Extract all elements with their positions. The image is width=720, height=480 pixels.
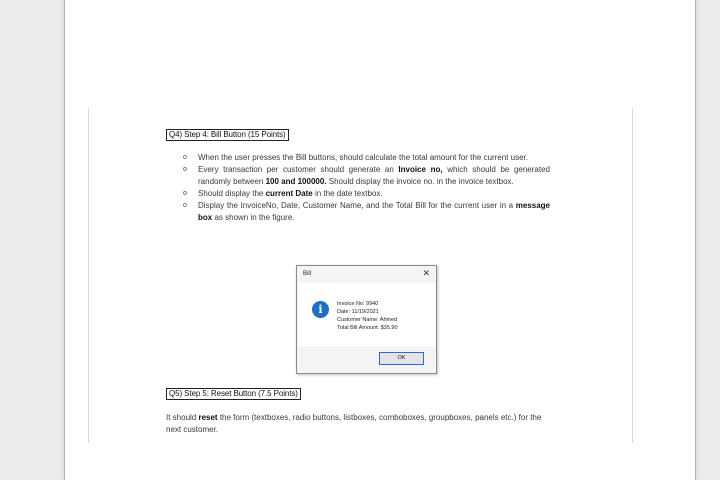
page-margin-guide-right [632, 108, 633, 443]
list-item: o Should display the current Date in the date textbox. [183, 189, 383, 198]
list-item: o Every transaction per customer should generate an Invoice no, which should be generated randomly between 100 and 100000. Should display the invoice no. in the invoice textbox. [183, 165, 550, 186]
list-item: o Display the InvoiceNo, Date, Customer Name, and the Total Bill for the current user in a message box as shown in the figure. [183, 201, 550, 222]
invoice-no-line: Invoice No: 9940 [337, 301, 379, 307]
dialog-message [337, 300, 398, 332]
q5-paragraph: It should reset the form (textboxes, radio buttons, listboxes, comboboxes, groupboxes, panels etc.) for the next customer. [166, 413, 542, 434]
page-margin-guide-left [88, 108, 89, 443]
close-icon[interactable]: ✕ [422, 268, 430, 278]
q4-heading: Q4) Step 4: Bill Button (15 Points) [166, 129, 289, 141]
info-icon: i [312, 301, 329, 318]
dialog-title: Bill [303, 271, 312, 277]
ok-button[interactable]: OK [379, 352, 424, 365]
bullet-icon: o [183, 154, 187, 161]
bullet-icon: o [183, 190, 187, 197]
list-item: o When the user presses the Bill buttons, should calculate the total amount for the current user. [183, 153, 528, 162]
total-bill-line: Total Bill Amount: $35.90 [337, 325, 398, 331]
bullet-icon: o [183, 202, 187, 209]
q4-bullet-list [180, 152, 550, 224]
customer-name-line: Customer Name: Ahmed [337, 317, 398, 323]
bullet-icon: o [183, 166, 187, 173]
date-line: Date: 11/19/2021 [337, 309, 379, 315]
bill-message-box [296, 265, 437, 374]
q5-heading: Q5) Step 5: Reset Button (7.5 Points) [166, 388, 301, 400]
document-page [64, 0, 696, 480]
